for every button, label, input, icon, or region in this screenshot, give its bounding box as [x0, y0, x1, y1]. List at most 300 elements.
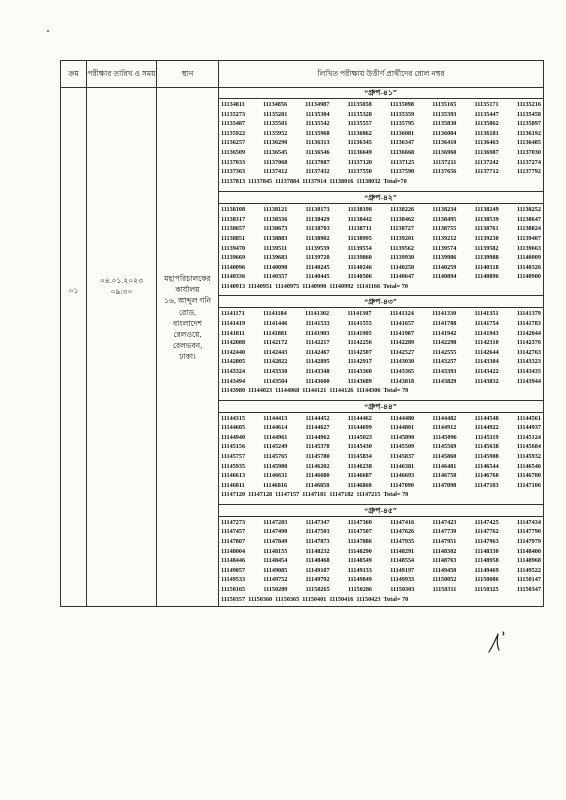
roll-number: 11144962 — [305, 433, 330, 441]
exam-time: ০৯:৩০ — [110, 287, 133, 296]
roll-number: 11139212 — [432, 234, 457, 242]
group-total: Total= 70 — [383, 282, 408, 290]
roll-number: 11148554 — [390, 557, 415, 565]
roll-number: 11149133 — [347, 566, 372, 574]
roll-row — [221, 282, 541, 292]
header-roll-numbers: লিখিত পরীক্ষায় উত্তীর্ণ প্রার্থীদের রোল নম্বর — [317, 69, 445, 78]
roll-number: 11138108 — [221, 206, 246, 214]
roll-number: 11143360 — [347, 367, 372, 375]
roll-number: 11141811 — [221, 329, 245, 337]
roll-number: 11144922 — [474, 424, 499, 432]
group-title-divider — [218, 98, 543, 99]
roll-number: 11140246 — [347, 263, 372, 271]
roll-number: 11141657 — [390, 319, 415, 327]
roll-number: 11150401 — [302, 595, 327, 603]
roll-number: 11137068 — [263, 158, 288, 166]
roll-number: 11144023 — [248, 387, 273, 395]
roll-number: 11148763 — [432, 557, 457, 565]
roll-number: 11135281 — [263, 110, 288, 118]
roll-number: 11139582 — [474, 244, 499, 252]
roll-number: 11150311 — [432, 585, 457, 593]
roll-row — [221, 329, 541, 339]
venue-line: মহাপরিচালকের — [164, 274, 211, 283]
roll-number: 11146811 — [221, 481, 245, 489]
roll-number: 11144121 — [302, 387, 327, 395]
roll-row — [221, 119, 541, 129]
roll-number: 11144126 — [329, 387, 354, 395]
roll-row — [221, 462, 541, 472]
roll-number: 11140336 — [221, 273, 246, 281]
roll-number: 11145908 — [474, 452, 499, 460]
roll-number: 11146544 — [474, 462, 499, 470]
roll-number: 11135328 — [347, 110, 372, 118]
roll-row — [221, 148, 541, 158]
roll-row — [221, 177, 541, 187]
roll-number: 11141302 — [305, 310, 330, 318]
roll-number: 11136084 — [432, 129, 457, 137]
roll-number: 11143689 — [347, 377, 372, 385]
roll-number: 11149792 — [305, 576, 330, 584]
roll-number-list — [221, 205, 541, 291]
roll-number: 11141533 — [305, 319, 330, 327]
roll-number: 11142507 — [347, 348, 372, 356]
roll-number: 11142440 — [221, 348, 246, 356]
roll-row — [221, 471, 541, 481]
roll-number: 11145249 — [263, 443, 288, 451]
roll-number: 11138851 — [221, 234, 246, 242]
roll-number: 11140896 — [474, 273, 499, 281]
roll-number: 11140900 — [516, 273, 541, 281]
roll-number: 11138462 — [390, 215, 415, 223]
roll-number: 11149933 — [390, 576, 415, 584]
group-title-divider — [218, 412, 543, 413]
roll-number: 11142917 — [347, 358, 372, 366]
roll-number: 11137914 — [302, 177, 327, 185]
roll-group — [218, 400, 543, 505]
roll-number: 11136290 — [263, 139, 288, 147]
group-total: Total= 70 — [383, 387, 409, 395]
roll-number: 11135862 — [474, 120, 499, 128]
stray-mark — [47, 30, 49, 32]
roll-number: 11139562 — [389, 244, 414, 252]
roll-number: 11135542 — [305, 120, 330, 128]
roll-number: 11136960 — [432, 148, 457, 156]
roll-number: 11147347 — [305, 518, 330, 526]
roll-row — [221, 215, 541, 225]
group-title: “গ্রুপ-৪৩” — [364, 297, 397, 307]
roll-number: 11135165 — [432, 101, 457, 108]
roll-number: 11143980 — [221, 387, 246, 395]
roll-number: 11141783 — [516, 319, 541, 327]
roll-number: 11145980 — [263, 462, 288, 470]
roll-number: 11144068 — [275, 387, 300, 395]
roll-number: 11144462 — [347, 414, 372, 422]
roll-number: 11139470 — [221, 244, 246, 252]
roll-number: 11142256 — [347, 339, 372, 347]
roll-number: 11138016 — [329, 177, 354, 185]
roll-number: 11142467 — [305, 348, 330, 356]
roll-number: 11135098 — [389, 101, 414, 108]
group-title: “গ্রুপ-৪৫” — [364, 505, 397, 515]
venue-line: রেলওয়ে, — [173, 330, 202, 340]
roll-row — [221, 377, 541, 387]
roll-number: 11137884 — [275, 177, 300, 185]
roll-number: 11146631 — [263, 472, 288, 480]
roll-number: 11149057 — [221, 566, 246, 574]
roll-number: 11139720 — [305, 254, 330, 262]
roll-number: 11137033 — [221, 158, 246, 166]
roll-number: 11138317 — [221, 215, 246, 223]
roll-number: 11135273 — [221, 110, 246, 118]
roll-number: 11143818 — [390, 377, 415, 385]
roll-number: 11139407 — [516, 234, 541, 242]
roll-number: 11141754 — [474, 319, 499, 327]
roll-number: 11149469 — [474, 566, 499, 574]
roll-number: 11143944 — [516, 377, 541, 385]
roll-number: 11135393 — [432, 110, 457, 118]
roll-number: 11147425 — [474, 518, 499, 526]
roll-number: 11139669 — [221, 254, 246, 262]
group-title: “গ্রুপ-৪২” — [364, 193, 397, 203]
roll-number: 11147762 — [474, 528, 499, 536]
header-serial: ক্রম — [68, 69, 79, 78]
roll-number: 11145932 — [516, 452, 541, 460]
roll-number: 11137274 — [516, 158, 541, 166]
roll-number: 11140250 — [390, 263, 415, 271]
roll-row — [221, 234, 541, 244]
roll-number: 11142310 — [474, 339, 499, 347]
roll-number: 11140098 — [263, 263, 288, 271]
roll-number: 11140647 — [390, 273, 415, 281]
roll-number: 11141166 — [356, 282, 381, 290]
roll-number: 11146381 — [390, 462, 415, 470]
roll-number: 11137712 — [474, 168, 499, 176]
roll-number: 11149752 — [263, 576, 288, 584]
group-title-divider — [218, 203, 543, 204]
roll-number: 11142805 — [221, 358, 246, 366]
roll-number: 11142555 — [432, 348, 457, 356]
roll-group — [218, 87, 543, 191]
venue-line: ঢাকা। — [179, 352, 196, 362]
roll-number: 11136463 — [474, 139, 499, 147]
roll-number: 11137845 — [248, 177, 273, 185]
roll-row — [221, 537, 541, 547]
roll-number: 11139539 — [305, 244, 330, 252]
roll-number: 11142289 — [390, 339, 415, 347]
roll-number: 11135487 — [221, 120, 246, 128]
roll-number: 11140894 — [432, 273, 457, 281]
roll-number: 11136313 — [305, 139, 330, 147]
roll-number: 11138173 — [305, 206, 330, 214]
roll-number: 11147416 — [390, 518, 415, 526]
roll-number: 11143324 — [221, 367, 246, 375]
roll-number: 11143330 — [263, 367, 288, 375]
venue-line: কার্যালয় — [175, 285, 200, 295]
roll-number: 11140009 — [516, 254, 541, 262]
roll-number: 11141184 — [263, 310, 287, 318]
roll-number: 11138711 — [347, 225, 372, 233]
roll-row — [221, 167, 541, 177]
roll-number: 11141379 — [516, 310, 541, 318]
roll-number: 11141943 — [474, 329, 499, 337]
roll-number: 11145156 — [221, 443, 246, 451]
roll-row — [221, 414, 541, 424]
roll-number: 11148155 — [263, 547, 288, 555]
roll-number: 11142763 — [516, 348, 541, 356]
roll-number: 11147103 — [474, 481, 499, 489]
roll-number: 11143494 — [221, 377, 246, 385]
roll-number: 11139554 — [347, 244, 372, 252]
roll-number: 11140326 — [516, 263, 541, 271]
roll-number: 11147157 — [275, 491, 300, 499]
roll-number: 11142644 — [474, 348, 499, 356]
roll-number: 11143600 — [305, 377, 330, 385]
roll-row — [221, 309, 541, 319]
roll-number: 11138234 — [432, 206, 457, 214]
roll-row — [221, 490, 541, 500]
roll-number: 11144480 — [390, 414, 415, 422]
roll-number: 11140445 — [305, 273, 330, 281]
roll-number: 11147360 — [347, 518, 372, 526]
roll-number: 11136485 — [516, 139, 541, 147]
roll-number: 11144605 — [221, 424, 246, 432]
roll-number: 11136545 — [263, 148, 288, 156]
roll-number: 11141905 — [347, 329, 372, 337]
roll-number: 11139683 — [263, 254, 288, 262]
roll-number: 11135968 — [305, 129, 330, 137]
roll-row — [221, 224, 541, 234]
roll-number: 11140992 — [329, 282, 354, 290]
roll-number: 11135795 — [390, 120, 415, 128]
roll-row — [221, 566, 541, 576]
roll-number: 11147790 — [516, 528, 541, 536]
roll-number: 11144452 — [305, 414, 330, 422]
roll-number: 11145430 — [347, 443, 372, 451]
roll-number: 11148549 — [347, 557, 372, 565]
roll-group — [218, 295, 543, 400]
roll-number: 11134856 — [262, 101, 288, 108]
roll-number: 11138883 — [263, 234, 288, 242]
roll-number: 11147182 — [329, 491, 354, 499]
roll-number: 11135304 — [305, 110, 330, 118]
roll-number: 11142172 — [263, 339, 288, 347]
roll-number: 11135359 — [390, 110, 415, 118]
roll-number: 11148454 — [263, 557, 288, 565]
roll-number: 11135447 — [474, 110, 499, 118]
roll-number: 11150357 — [221, 595, 246, 603]
roll-number: 11135216 — [516, 101, 541, 108]
roll-row — [221, 129, 541, 139]
roll-number: 11136649 — [347, 148, 372, 156]
roll-number: 11135557 — [347, 120, 372, 128]
roll-group — [218, 191, 543, 296]
roll-number: 11147979 — [516, 537, 541, 545]
roll-number: 11141708 — [432, 319, 457, 327]
roll-number: 11147098 — [432, 481, 457, 489]
roll-number: 11143504 — [263, 377, 288, 385]
roll-number: 11138647 — [516, 215, 541, 223]
roll-number: 11143365 — [390, 367, 415, 375]
roll-number: 11146858 — [305, 481, 330, 489]
roll-number: 11144548 — [474, 414, 499, 422]
venue-line: বাংলাদেশ — [172, 318, 203, 328]
roll-number: 11140245 — [305, 263, 330, 271]
roll-number: 11140913 — [221, 282, 246, 290]
roll-number: 11138032 — [356, 177, 381, 185]
group-total: Total=70 — [383, 177, 407, 185]
roll-number: 11146546 — [516, 462, 541, 470]
roll-number-list — [221, 100, 541, 186]
roll-row — [221, 442, 541, 452]
roll-number: 11138824 — [516, 225, 541, 233]
roll-number: 11147739 — [432, 528, 457, 536]
roll-number: 11146860 — [347, 481, 372, 489]
roll-number: 11143323 — [516, 358, 541, 366]
roll-number: 11140975 — [275, 282, 300, 290]
roll-number: 11140990 — [302, 282, 327, 290]
roll-number: 11136668 — [390, 148, 415, 156]
roll-number: 11143393 — [432, 367, 457, 375]
roll-number: 11138673 — [263, 225, 288, 233]
roll-number: 11141171 — [221, 310, 245, 318]
roll-row — [221, 595, 541, 605]
roll-number: 11150286 — [347, 585, 373, 593]
roll-number: 11143304 — [474, 358, 499, 366]
roll-number: 11143257 — [432, 358, 457, 366]
roll-number: 11143435 — [516, 367, 541, 375]
roll-number: 11147873 — [305, 537, 330, 545]
roll-number: 11148302 — [432, 547, 457, 555]
roll-number: 11142298 — [432, 339, 457, 347]
roll-number: 11137242 — [474, 158, 499, 166]
roll-number: 11146687 — [347, 472, 372, 480]
roll-number: 11147283 — [263, 518, 288, 526]
roll-number: 11147128 — [248, 491, 273, 499]
roll-number: 11147507 — [347, 528, 372, 536]
roll-row — [221, 100, 541, 110]
roll-number: 11147423 — [432, 518, 457, 526]
roll-number: 11146238 — [347, 462, 372, 470]
venue-line: রোড, — [179, 307, 196, 317]
roll-number: 11150423 — [356, 595, 381, 603]
roll-number: 11150365 — [275, 595, 300, 603]
roll-row — [221, 585, 541, 595]
roll-number: 11146202 — [305, 462, 330, 470]
roll-number: 11136347 — [390, 139, 415, 147]
roll-number: 11136192 — [516, 129, 541, 137]
roll-number: 11148290 — [347, 547, 372, 555]
roll-number: 11148291 — [390, 547, 415, 555]
roll-number: 11142443 — [263, 348, 288, 356]
roll-number: 11147807 — [221, 537, 246, 545]
roll-number: 11145096 — [432, 433, 457, 441]
roll-number: 11145378 — [305, 443, 330, 451]
roll-number: 11138226 — [390, 206, 415, 214]
roll-row — [221, 205, 541, 215]
roll-number: 11135830 — [432, 120, 457, 128]
roll-number: 11139574 — [432, 244, 457, 252]
roll-number: 11141324 — [389, 310, 414, 318]
roll-number: 11145090 — [390, 433, 415, 441]
roll-number: 11139230 — [474, 234, 499, 242]
roll-number: 11137813 — [221, 177, 246, 185]
group-title: “গ্রুপ-৪৪” — [364, 401, 397, 411]
roll-number: 11135897 — [516, 120, 541, 128]
roll-number: 11141307 — [347, 310, 372, 318]
roll-number: 11136509 — [221, 148, 246, 156]
roll-number: 11148004 — [221, 547, 246, 555]
roll-number: 11147273 — [221, 518, 246, 526]
roll-number: 11137363 — [221, 168, 246, 176]
roll-number: 11144940 — [221, 433, 246, 441]
roll-number-list — [221, 309, 541, 395]
roll-number-list — [221, 414, 541, 500]
venue-line: ১৬, আব্দুল গনি — [163, 296, 212, 306]
roll-row — [221, 357, 541, 367]
roll-number: 11147106 — [516, 481, 541, 489]
roll-row — [221, 244, 541, 254]
venue-address — [157, 273, 218, 363]
roll-number: 11139663 — [516, 244, 541, 252]
roll-row — [221, 319, 541, 329]
roll-number: 11145935 — [221, 462, 246, 470]
roll-number: 11142822 — [263, 358, 288, 366]
roll-number: 11145638 — [474, 443, 499, 451]
roll-number: 11144315 — [221, 414, 246, 422]
roll-number: 11136257 — [221, 139, 246, 147]
roll-number: 11137792 — [516, 168, 541, 176]
roll-number: 11147963 — [474, 537, 499, 545]
roll-number: 11137030 — [516, 148, 541, 156]
roll-group — [218, 504, 543, 609]
roll-number: 11135952 — [263, 129, 288, 137]
signature-mark — [486, 628, 508, 654]
roll-number: 11137432 — [305, 168, 330, 176]
roll-number: 11141907 — [389, 329, 414, 337]
roll-number: 11145860 — [432, 452, 457, 460]
roll-number: 11143832 — [474, 377, 499, 385]
roll-number: 11144561 — [516, 414, 541, 422]
roll-number: 11145119 — [474, 433, 499, 441]
roll-row — [221, 110, 541, 120]
roll-number: 11137412 — [263, 168, 288, 176]
roll-number: 11138539 — [474, 215, 499, 223]
roll-number: 11141942 — [432, 329, 457, 337]
roll-number: 11142088 — [221, 339, 246, 347]
roll-number: 11149085 — [263, 566, 288, 574]
roll-number: 11144699 — [347, 424, 372, 432]
roll-number: 11136062 — [347, 129, 372, 137]
roll-number: 11137211 — [432, 158, 457, 166]
roll-number: 11148958 — [474, 557, 499, 565]
roll-number: 11147434 — [516, 518, 541, 526]
roll-number: 11149522 — [516, 566, 541, 574]
roll-number: 11148446 — [221, 557, 246, 565]
roll-number: 11147490 — [263, 528, 288, 536]
roll-number: 11138995 — [347, 234, 372, 242]
roll-row — [221, 423, 541, 433]
roll-number: 11148330 — [474, 547, 499, 555]
roll-number: 11147503 — [305, 528, 330, 536]
roll-number: 11150209 — [263, 585, 288, 593]
column-divider — [86, 61, 87, 606]
roll-number: 11138429 — [305, 215, 330, 223]
roll-number: 11150052 — [432, 576, 457, 584]
roll-number: 11141351 — [474, 310, 499, 318]
roll-number: 11146613 — [221, 472, 246, 480]
roll-groups — [218, 87, 543, 606]
roll-number: 11137656 — [432, 168, 457, 176]
